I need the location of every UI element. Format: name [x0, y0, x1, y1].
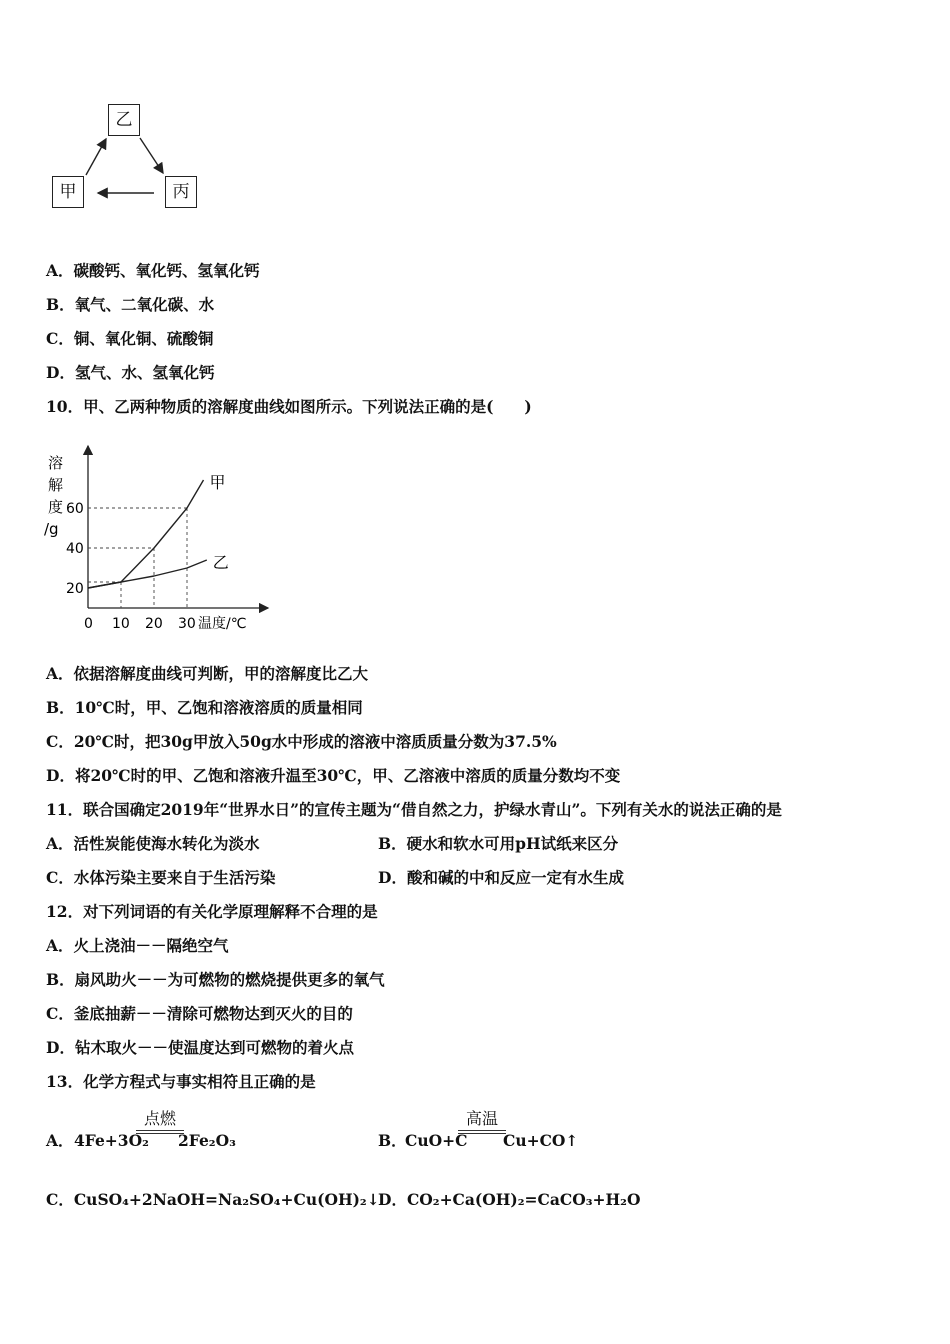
arrow-yi-to-bing — [140, 138, 163, 173]
y-axis-label-char: 度 — [48, 498, 64, 516]
q10-option-d: D．将20℃时的甲、乙饱和溶液升温至30℃，甲、乙溶液中溶质的质量分数均不变 — [46, 766, 621, 785]
diagram-box-bing: 丙 — [165, 176, 197, 208]
q9-option-a: A．碳酸钙、氧化钙、氢氧化钙 — [46, 261, 260, 280]
q13-option-d: D．CO₂+Ca(OH)₂=CaCO₃+H₂O — [378, 1190, 641, 1209]
q13-b-reactants: CuO+C — [405, 1131, 468, 1150]
y-tick-label: 20 — [66, 581, 84, 597]
q11-option-a: A．活性炭能使海水转化为淡水 — [46, 834, 260, 853]
x-tick-label: 10 — [112, 616, 130, 632]
diagram-arrows — [0, 0, 950, 240]
q13-b-products: Cu+CO↑ — [503, 1131, 579, 1150]
x-tick-label: 0 — [84, 616, 93, 632]
series-label: 乙 — [212, 553, 229, 572]
q9-option-d: D．氢气、水、氢氧化钙 — [46, 363, 215, 382]
q13-a-label: A． — [46, 1131, 74, 1150]
q12-option-d: D．钻木取火－－使温度达到可燃物的着火点 — [46, 1038, 354, 1057]
series-curve-yi — [88, 560, 207, 588]
y-tick-label: 40 — [66, 541, 84, 557]
q10-option-b: B．10℃时，甲、乙饱和溶液溶质的质量相同 — [46, 698, 363, 717]
y-axis-label-char: 解 — [48, 476, 64, 494]
diagram-box-yi: 乙 — [108, 104, 140, 136]
q13-b-label: B． — [378, 1131, 407, 1150]
q13-a-products: 2Fe₂O₃ — [178, 1131, 236, 1150]
x-tick-label: 20 — [145, 616, 163, 632]
q11-stem: 11．联合国确定2019年“世界水日”的宣传主题为“借自然之力，护绿水青山”。下列有关水的说法正确的是 — [46, 800, 782, 819]
q11-option-d: D．酸和碱的中和反应一定有水生成 — [378, 868, 624, 887]
y-tick-label: 60 — [66, 501, 84, 517]
q9-option-b: B．氧气、二氧化碳、水 — [46, 295, 215, 314]
q9-option-c: C．铜、氧化铜、硫酸铜 — [46, 329, 214, 348]
q13-option-c: C．CuSO₄+2NaOH=Na₂SO₄+Cu(OH)₂↓ — [46, 1190, 380, 1209]
x-axis-label: 温度/℃ — [198, 616, 247, 632]
x-tick-label: 30 — [178, 616, 196, 632]
q11-option-b: B．硬水和软水可用pH试纸来区分 — [378, 834, 619, 853]
q13-b-condition: 高温 — [458, 1106, 506, 1134]
q12-stem: 12．对下列词语的有关化学原理解释不合理的是 — [46, 902, 378, 921]
q11-option-c: C．水体污染主要来自于生活污染 — [46, 868, 276, 887]
q10-option-c: C．20℃时，把30g甲放入50g水中形成的溶液中溶质质量分数为37.5% — [46, 732, 557, 751]
q12-option-c: C．釜底抽薪－－清除可燃物达到灭火的目的 — [46, 1004, 353, 1023]
q13-stem: 13．化学方程式与事实相符且正确的是 — [46, 1072, 316, 1091]
diagram-box-jia: 甲 — [52, 176, 84, 208]
q13-a-reactants: 4Fe+3O₂ — [74, 1131, 149, 1150]
series-curve-jia — [88, 480, 204, 588]
q12-option-a: A．火上浇油－－隔绝空气 — [46, 936, 229, 955]
q10-stem: 10．甲、乙两种物质的溶解度曲线如图所示。下列说法正确的是( ) — [46, 397, 532, 416]
arrow-jia-to-yi — [86, 139, 106, 175]
q10-option-a: A．依据溶解度曲线可判断，甲的溶解度比乙大 — [46, 664, 369, 683]
solubility-chart — [40, 440, 300, 640]
q12-option-b: B．扇风助火－－为可燃物的燃烧提供更多的氧气 — [46, 970, 385, 989]
q13-a-condition: 点燃 — [136, 1106, 184, 1134]
y-axis-label-char: 溶 — [48, 454, 64, 472]
series-label: 甲 — [209, 473, 226, 492]
y-axis-label-char: /g — [44, 520, 59, 538]
